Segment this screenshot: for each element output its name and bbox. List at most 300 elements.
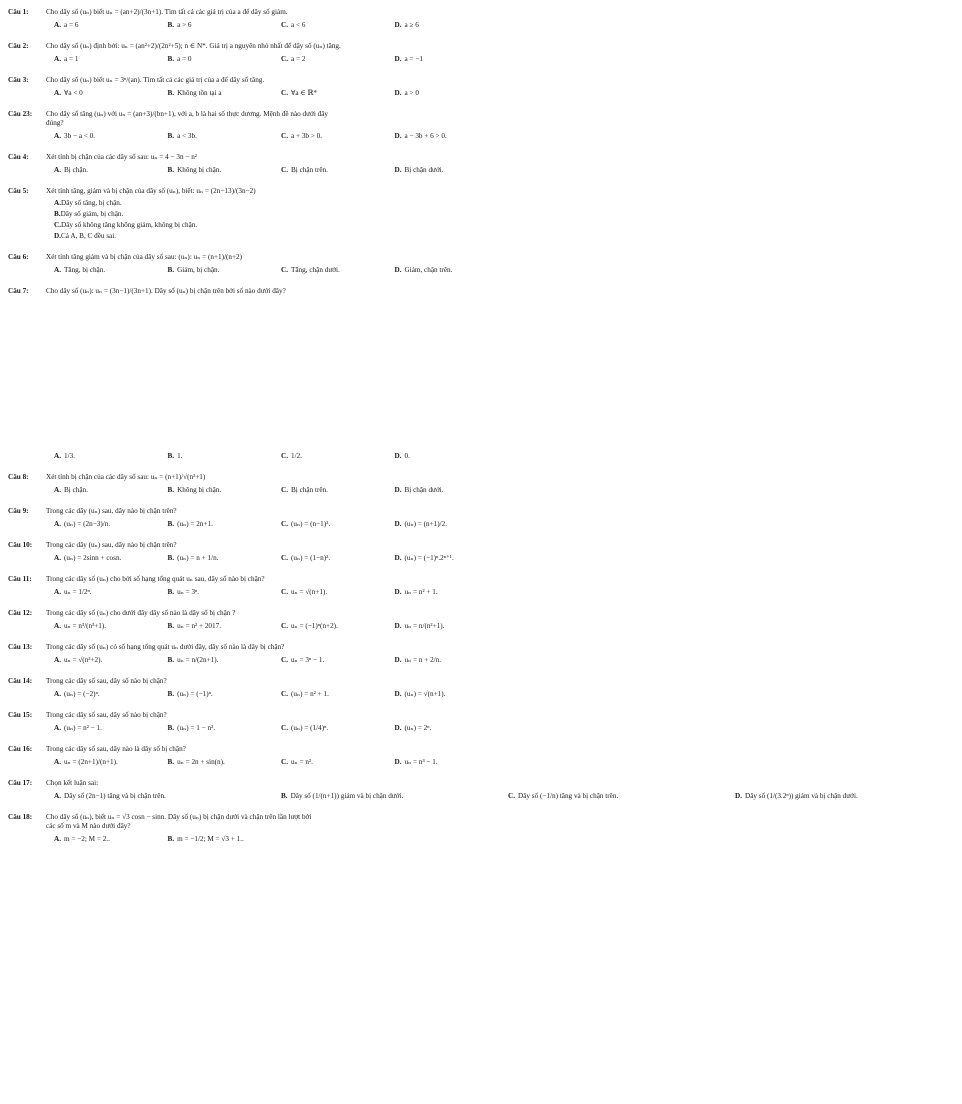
question-number: Câu 10:: [8, 541, 33, 549]
option-letter: A.: [54, 835, 61, 843]
answer-option[interactable]: [168, 21, 282, 30]
option-text: Dãy số (−1/n) tăng và bị chặn trên.: [518, 792, 619, 800]
answer-option[interactable]: [395, 758, 509, 767]
option-letter: C.: [281, 758, 288, 766]
answer-option[interactable]: [54, 835, 168, 844]
question-text: Trong các dãy số (uₙ) có số hạng tổng quát uₙ dưới đây, dãy số nào là dãy bị chặn?: [46, 643, 285, 651]
option-text: a ≥ 6: [404, 21, 419, 29]
question-q5: [8, 187, 508, 241]
answer-options: [8, 89, 508, 98]
answer-option[interactable]: [54, 232, 508, 241]
answer-option[interactable]: [54, 199, 508, 208]
question-number: Câu 12:: [8, 609, 33, 617]
answer-option[interactable]: [168, 55, 282, 64]
option-letter: B.: [167, 724, 175, 732]
question-text: Xét tính tăng, giảm và bị chặn của dãy số (uₙ), biết: uₙ = (2n−13)/(3n−2): [46, 187, 256, 195]
option-letter: A.: [54, 622, 61, 630]
question-text: Trong các dãy số (uₙ) cho bởi số hạng tổng quát uₙ sau, dãy số nào bị chặn?: [46, 575, 265, 583]
option-text: (uₙ) = 2sinn + cosn.: [64, 554, 122, 562]
option-text: (uₙ) = n + 1/n.: [177, 554, 219, 562]
option-text: uₙ = 3ⁿ − 1.: [291, 656, 325, 664]
option-text: Bị chặn dưới.: [404, 486, 444, 494]
answer-option[interactable]: [281, 758, 395, 767]
answer-option[interactable]: [54, 55, 168, 64]
question-stem: [8, 76, 508, 85]
answer-option[interactable]: [168, 452, 282, 461]
option-text: 3b − a < 0.: [64, 132, 96, 140]
answer-option[interactable]: [281, 132, 395, 141]
answer-option[interactable]: [395, 89, 509, 98]
option-letter: D.: [394, 166, 402, 174]
question-text: Xét tính bị chặn của các dãy số sau: uₙ = (n+1)/√(n²+1): [46, 473, 206, 481]
option-letter: B.: [167, 554, 175, 562]
option-letter: A.: [54, 792, 61, 800]
option-text: ∀a < 0: [64, 89, 83, 97]
answer-option[interactable]: [281, 520, 395, 529]
answer-option[interactable]: [54, 266, 168, 275]
answer-option[interactable]: [281, 622, 395, 631]
question-text: Trong các dãy số sau, dãy nào là dãy số bị chặn?: [46, 745, 186, 753]
question-text: Trong các dãy số sau, dãy số nào bị chặn?: [46, 677, 167, 685]
answer-option[interactable]: [281, 792, 508, 801]
option-letter: B.: [167, 588, 175, 596]
question-text: Trong các dãy (uₙ) sau, dãy nào bị chặn trên?: [46, 541, 177, 549]
option-text: uₙ = n².: [291, 758, 313, 766]
blank-space: [8, 296, 508, 448]
question-stem: [8, 473, 508, 482]
question-number: Câu 14:: [8, 677, 33, 685]
question-text: Trong các dãy (uₙ) sau, dãy nào bị chặn trên?: [46, 507, 177, 515]
answer-option[interactable]: [54, 132, 168, 141]
answer-option[interactable]: [168, 554, 282, 563]
option-text: m = −2; M = 2..: [64, 835, 110, 843]
option-letter: D.: [394, 690, 402, 698]
option-letter: C.: [54, 221, 61, 229]
question-q3: [8, 76, 508, 98]
question-stem: [8, 813, 508, 822]
option-text: a − 3b + 6 > 0.: [404, 132, 447, 140]
option-text: a = −1: [404, 55, 423, 63]
option-letter: C.: [281, 554, 288, 562]
option-letter: C.: [281, 520, 288, 528]
option-text: Dãy số (1/(3.2ⁿ)) giảm và bị chặn dưới.: [745, 792, 858, 800]
option-letter: D.: [394, 520, 402, 528]
answer-options: [8, 166, 508, 175]
answer-option[interactable]: [281, 690, 395, 699]
question-stem: [8, 575, 508, 584]
question-text: Xét tính tăng giảm và bị chặn của dãy số sau: (uₙ): uₙ = (n+1)/(n+2): [46, 253, 243, 261]
option-text: uₙ = (−1)ⁿ(n+2).: [291, 622, 338, 630]
answer-option[interactable]: [395, 452, 509, 461]
question-stem: [8, 253, 508, 262]
answer-option[interactable]: [168, 132, 282, 141]
question-q11: [8, 575, 508, 597]
option-text: (uₙ) = (n+1)/2.: [404, 520, 448, 528]
question-stem: [8, 110, 508, 119]
question-q13: [8, 643, 508, 665]
question-q16: [8, 745, 508, 767]
answer-options: [8, 486, 508, 495]
answer-option[interactable]: [168, 89, 282, 98]
option-text: (uₙ) = n² + 1.: [291, 690, 329, 698]
question-stem: [8, 187, 508, 196]
option-letter: A.: [54, 55, 61, 63]
answer-option[interactable]: [168, 588, 282, 597]
option-text: Tăng, bị chặn.: [64, 266, 106, 274]
question-stem: [8, 287, 508, 296]
answer-option[interactable]: [54, 486, 168, 495]
option-letter: C.: [281, 588, 288, 596]
answer-options: [8, 724, 508, 733]
question-stem: [8, 153, 508, 162]
option-letter: A.: [54, 21, 61, 29]
answer-option[interactable]: [281, 452, 395, 461]
option-letter: B.: [167, 166, 175, 174]
answer-options: [8, 758, 508, 767]
answer-option[interactable]: [168, 758, 282, 767]
answer-option[interactable]: [508, 792, 735, 801]
option-letter: B.: [167, 520, 175, 528]
question-q6: [8, 253, 508, 275]
question-stem: [8, 507, 508, 516]
option-text: a < 6: [291, 21, 306, 29]
option-text: Bị chặn trên.: [291, 166, 328, 174]
answer-option[interactable]: [281, 266, 395, 275]
option-text: 1/2.: [291, 452, 302, 460]
question-stem: [8, 609, 508, 618]
option-letter: A.: [54, 266, 61, 274]
answer-option[interactable]: [168, 622, 282, 631]
option-text: Không tồn tại a: [177, 89, 222, 97]
option-text: uₙ = n³ − 1.: [404, 758, 438, 766]
answer-option[interactable]: [168, 656, 282, 665]
answer-options: [8, 199, 508, 241]
question-stem: [8, 8, 508, 17]
option-text: Dãy số (2n−1) tăng và bị chặn trên.: [64, 792, 166, 800]
question-number: Câu 23:: [8, 110, 33, 118]
option-text: uₙ = n/(n²+1).: [404, 622, 445, 630]
answer-option[interactable]: [168, 724, 282, 733]
option-letter: C.: [281, 55, 288, 63]
option-letter: C.: [281, 21, 288, 29]
option-letter: B.: [167, 89, 175, 97]
option-letter: A.: [54, 199, 61, 207]
answer-option[interactable]: [395, 656, 509, 665]
option-text: a > 6: [177, 21, 192, 29]
question-q10: [8, 541, 508, 563]
option-letter: A.: [54, 554, 61, 562]
option-letter: D.: [394, 266, 402, 274]
question-q14: [8, 677, 508, 699]
option-letter: C.: [281, 132, 288, 140]
answer-option[interactable]: [281, 21, 395, 30]
option-text: uₙ = 3ⁿ.: [177, 588, 200, 596]
answer-option[interactable]: [168, 835, 282, 844]
option-text: (uₙ) = 2n+1.: [177, 520, 213, 528]
option-text: 1.: [177, 452, 183, 460]
option-letter: A.: [54, 656, 61, 664]
question-number: Câu 4:: [8, 153, 29, 161]
question-q18: [8, 813, 508, 844]
option-letter: B.: [54, 210, 61, 218]
answer-option[interactable]: [395, 554, 509, 563]
option-letter: A.: [54, 452, 61, 460]
question-text: Cho dãy số (uₙ), biết uₙ = √3 cosn − sinn. Dãy số (uₙ) bị chặn dưới và chặn trên lần lượt bởi: [46, 813, 312, 821]
option-letter: D.: [394, 132, 402, 140]
option-letter: D.: [394, 588, 402, 596]
option-text: Bị chặn.: [64, 486, 88, 494]
answer-options: [8, 690, 508, 699]
option-letter: B.: [167, 758, 175, 766]
option-text: (uₙ) = (1−n)².: [291, 554, 331, 562]
question-q9: [8, 507, 508, 529]
option-text: Bị chặn dưới.: [404, 166, 444, 174]
option-letter: C.: [281, 690, 288, 698]
question-text: Chọn kết luận sai:: [46, 779, 99, 787]
question-q7: [8, 287, 508, 461]
option-letter: A.: [54, 89, 61, 97]
answer-options: [8, 132, 508, 141]
option-text: Dãy số giảm, bị chặn.: [60, 210, 124, 218]
option-text: Bị chặn.: [64, 166, 88, 174]
option-letter: D.: [394, 55, 402, 63]
answer-options: [8, 452, 508, 461]
answer-option[interactable]: [168, 166, 282, 175]
question-q12: [8, 609, 508, 631]
answer-option[interactable]: [54, 588, 168, 597]
option-letter: B.: [167, 835, 175, 843]
answer-option[interactable]: [395, 588, 509, 597]
option-text: Dãy số không tăng không giảm, không bị chặn.: [61, 221, 198, 229]
option-letter: B.: [167, 622, 175, 630]
answer-option[interactable]: [54, 656, 168, 665]
option-letter: A.: [54, 486, 61, 494]
option-letter: D.: [394, 622, 402, 630]
option-letter: B.: [281, 792, 288, 800]
answer-option[interactable]: [281, 166, 395, 175]
answer-option[interactable]: [168, 690, 282, 699]
option-text: (uₙ) = 2ⁿ.: [404, 724, 432, 732]
question-q15: [8, 711, 508, 733]
question-number: Câu 15:: [8, 711, 33, 719]
answer-option[interactable]: [54, 758, 168, 767]
question-q2: [8, 42, 508, 64]
option-text: a + 3b > 0.: [291, 132, 323, 140]
option-text: (uₙ) = (2n−3)/n.: [64, 520, 111, 528]
option-text: Dãy số tăng, bị chặn.: [61, 199, 122, 207]
question-text: Xét tính bị chặn của các dãy số sau: uₙ = 4 − 3n − n²: [46, 153, 197, 161]
option-text: Bị chặn trên.: [291, 486, 328, 494]
answer-option[interactable]: [281, 89, 395, 98]
answer-options: [8, 622, 508, 631]
question-text-continued: các số m và M nào dưới đây?: [46, 822, 131, 830]
answer-options: [8, 835, 508, 844]
option-text: uₙ = 1/2ⁿ.: [64, 588, 92, 596]
option-letter: A.: [54, 520, 61, 528]
answer-option[interactable]: [395, 266, 509, 275]
option-letter: D.: [735, 792, 742, 800]
question-number: Câu 2:: [8, 42, 29, 50]
question-number: Câu 8:: [8, 473, 29, 481]
answer-options: [8, 792, 858, 801]
option-text: a < 3b.: [177, 132, 197, 140]
option-letter: B.: [167, 690, 175, 698]
option-text: Không bị chặn.: [177, 486, 222, 494]
option-text: a > 0: [404, 89, 419, 97]
option-text: (uₙ) = n² − 1.: [64, 724, 102, 732]
option-letter: C.: [281, 656, 288, 664]
question-text: Cho dãy số (uₙ) biết uₙ = 3ⁿ/(an). Tìm tất cả các giá trị của a để dãy số tăng.: [46, 76, 265, 84]
answer-option[interactable]: [281, 724, 395, 733]
answer-options: [8, 266, 508, 275]
option-letter: A.: [54, 166, 61, 174]
question-text: Trong các dãy số (uₙ) cho dưới đây dãy số nào là dãy số bị chặn ?: [46, 609, 236, 617]
option-text: (uₙ) = (−1)ⁿ.: [177, 690, 213, 698]
answer-option[interactable]: [54, 520, 168, 529]
option-letter: D.: [394, 21, 402, 29]
question-number: Câu 11:: [8, 575, 32, 583]
option-letter: D.: [394, 486, 402, 494]
option-letter: C.: [281, 166, 288, 174]
option-text: (uₙ) = 1 − n².: [177, 724, 216, 732]
option-text: uₙ = n² + 2017.: [177, 622, 222, 630]
option-text: a = 0: [177, 55, 192, 63]
answer-option[interactable]: [395, 21, 509, 30]
option-text: a = 6: [64, 21, 79, 29]
option-text: uₙ = 2n + sin(n).: [177, 758, 225, 766]
answer-option[interactable]: [281, 55, 395, 64]
answer-option[interactable]: [735, 792, 962, 801]
answer-option[interactable]: [54, 89, 168, 98]
answer-option[interactable]: [395, 622, 509, 631]
answer-options: [8, 21, 508, 30]
answer-option[interactable]: [54, 166, 168, 175]
question-stem: [8, 541, 508, 550]
question-q17: [8, 779, 858, 801]
option-letter: A.: [54, 758, 61, 766]
answer-option[interactable]: [54, 724, 168, 733]
option-text: a = 1: [64, 55, 79, 63]
option-letter: D.: [394, 656, 402, 664]
answer-options: [8, 588, 508, 597]
option-letter: B.: [167, 486, 175, 494]
answer-option[interactable]: [281, 588, 395, 597]
question-stem: [8, 779, 508, 788]
answer-options: [8, 656, 508, 665]
option-letter: C.: [508, 792, 515, 800]
question-text: Cho dãy số tăng (uₙ) với uₙ = (an+3)/(bn+1), với a, b là hai số thực dương. Mệnh đề nào dưới đây: [46, 110, 329, 118]
option-text: Dãy số (1/(n+1)) giảm và bị chặn dưới.: [290, 792, 404, 800]
answer-option[interactable]: [54, 210, 508, 219]
answer-option[interactable]: [395, 166, 509, 175]
option-text: Giảm, bị chặn.: [177, 266, 220, 274]
option-letter: A.: [54, 132, 61, 140]
option-letter: C.: [281, 452, 288, 460]
question-text: Cho dãy số (uₙ) định bởi: uₙ = (an²+2)/(2n²+5); n ∈ N*. Giá trị a nguyên nhỏ nhất để dãy số (uₙ) tăng.: [46, 42, 341, 50]
question-number: Câu 16:: [8, 745, 33, 753]
option-letter: B.: [167, 132, 175, 140]
answer-option[interactable]: [54, 452, 168, 461]
option-letter: C.: [281, 486, 288, 494]
option-letter: D.: [394, 89, 402, 97]
question-number: Câu 17:: [8, 779, 33, 787]
question-stem: [8, 42, 508, 51]
option-letter: B.: [167, 55, 175, 63]
option-text: (uₙ) = (1/4)ⁿ.: [291, 724, 329, 732]
option-text: 0.: [404, 452, 410, 460]
question-q1: [8, 8, 508, 30]
question-number: Câu 3:: [8, 76, 29, 84]
answer-option[interactable]: [281, 486, 395, 495]
question-q23: [8, 110, 508, 141]
answer-option[interactable]: [54, 792, 281, 801]
option-letter: B.: [167, 656, 175, 664]
answer-option[interactable]: [54, 622, 168, 631]
answer-option[interactable]: [168, 266, 282, 275]
question-text-continued: đúng?: [46, 119, 64, 127]
answer-option[interactable]: [168, 486, 282, 495]
option-letter: D.: [394, 758, 402, 766]
question-q8: [8, 473, 508, 495]
option-letter: D.: [394, 554, 402, 562]
answer-options: [8, 520, 508, 529]
option-text: uₙ = n + 2/n.: [404, 656, 442, 664]
question-q4: [8, 153, 508, 175]
option-text: uₙ = n² + 1.: [404, 588, 438, 596]
option-letter: A.: [54, 588, 61, 596]
answer-option[interactable]: [395, 690, 509, 699]
question-stem: [8, 711, 508, 720]
option-letter: C.: [281, 266, 288, 274]
answer-option[interactable]: [395, 132, 509, 141]
question-number: Câu 5:: [8, 187, 29, 195]
option-letter: B.: [167, 266, 175, 274]
option-letter: D.: [54, 232, 61, 240]
answer-option[interactable]: [281, 554, 395, 563]
question-stem: [8, 677, 508, 686]
option-text: (uₙ) = (−2)ⁿ.: [64, 690, 100, 698]
answer-option[interactable]: [54, 690, 168, 699]
question-text: Cho dãy số (uₙ): uₙ = (3n−1)/(3n+1). Dãy số (uₙ) bị chặn trên bởi số nào dưới đây?: [46, 287, 286, 295]
answer-option[interactable]: [54, 221, 508, 230]
option-letter: D.: [394, 452, 402, 460]
answer-option[interactable]: [281, 656, 395, 665]
question-number: Câu 6:: [8, 253, 29, 261]
question-number: Câu 7:: [8, 287, 29, 295]
option-text: (uₙ) = √(n+1).: [404, 690, 446, 698]
question-text: Trong các dãy số sau, dãy số nào bị chặn?: [46, 711, 167, 719]
answer-option[interactable]: [54, 554, 168, 563]
option-text: (uₙ) = (−1)ⁿ.2ⁿ⁺¹.: [404, 554, 454, 562]
option-letter: C.: [281, 89, 288, 97]
answer-option[interactable]: [395, 486, 509, 495]
option-letter: D.: [394, 724, 402, 732]
question-number: Câu 13:: [8, 643, 33, 651]
option-text: uₙ = n³/(n³+1).: [64, 622, 107, 630]
option-letter: B.: [167, 21, 175, 29]
option-text: Tăng, chặn dưới.: [291, 266, 340, 274]
question-text: Cho dãy số (uₙ) biết uₙ = (an+2)/(3n+1). Tìm tất cả các giá trị của a để dãy số giảm.: [46, 8, 288, 16]
option-text: m = −1/2; M = √3 + 1..: [177, 835, 244, 843]
question-stem: [8, 745, 508, 754]
answer-option[interactable]: [395, 724, 509, 733]
answer-option[interactable]: [168, 520, 282, 529]
answer-option[interactable]: [54, 21, 168, 30]
answer-option[interactable]: [395, 55, 509, 64]
answer-option[interactable]: [395, 520, 509, 529]
answer-options: [8, 55, 508, 64]
option-text: Không bị chặn.: [177, 166, 222, 174]
